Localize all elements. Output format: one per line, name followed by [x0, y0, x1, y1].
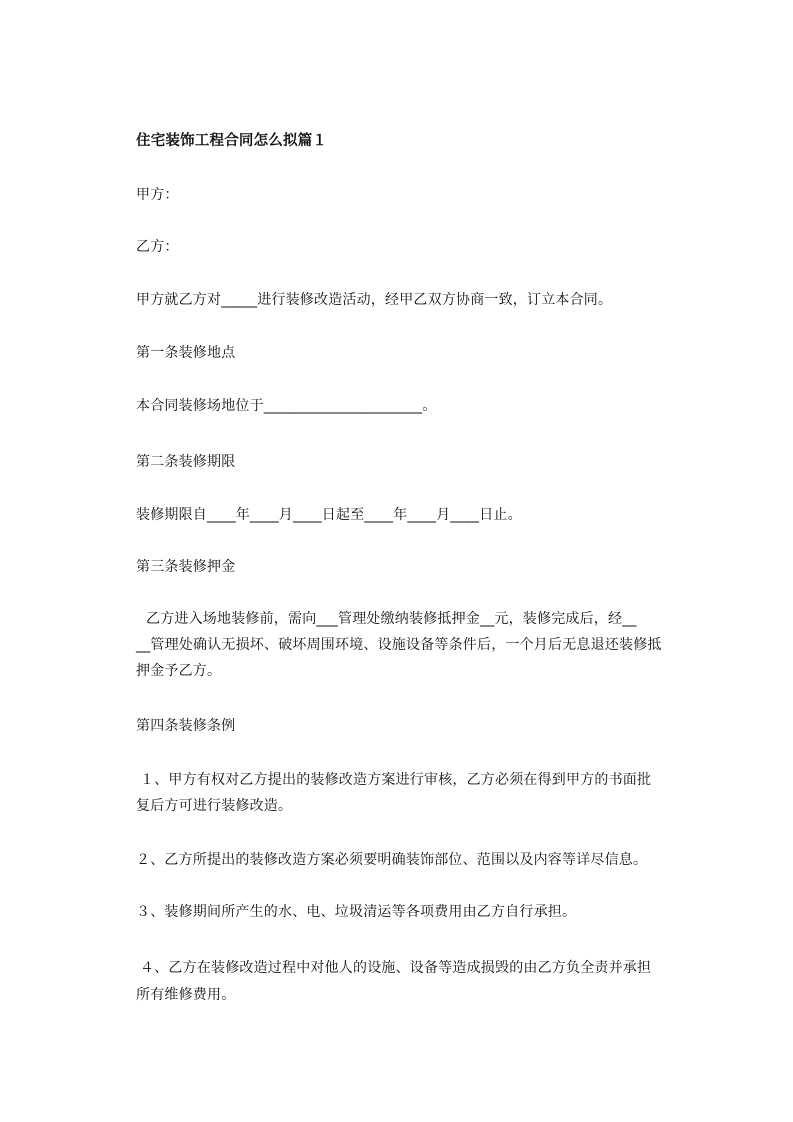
clause4-line2: 所有维修费用。	[136, 987, 236, 1003]
clause4-line1: ４、乙方在装修改造过程中对他人的设施、设备等造成损毁的由乙方负全责并承担	[140, 960, 652, 976]
clause3-text: ３、装修期间所产生的水、电、垃圾清运等各项费用由乙方自行承担。	[136, 904, 577, 920]
intro-paragraph: 甲方就乙方对_____进行装修改造活动，经甲乙双方协商一致，订立本合同。	[136, 292, 613, 308]
article1-text: 本合同装修场地位于______________________。	[136, 398, 437, 414]
article3-text-line3: 押金予乙方。	[136, 663, 222, 679]
article1-heading: 第一条装修地点	[136, 345, 236, 361]
document-title: 住宅装饰工程合同怎么拟篇１	[136, 133, 328, 149]
clause2-text: ２、乙方所提出的装修改造方案必须要明确装饰部位、范围以及内容等详尽信息。	[136, 852, 648, 868]
article3-heading: 第三条装修押金	[136, 559, 236, 575]
clause1-line1: １、甲方有权对乙方提出的装修改造方案进行审核，乙方必须在得到甲方的书面批	[140, 772, 652, 788]
party-a-label: 甲方：	[136, 187, 179, 203]
article4-heading: 第四条装修条例	[136, 718, 236, 734]
party-b-label: 乙方：	[136, 239, 179, 255]
clause1-line2: 复后方可进行装修改造。	[136, 798, 293, 814]
article2-heading: 第二条装修期限	[136, 454, 236, 470]
article3-text-line1: 乙方进入场地装修前，需向___管理处缴纳装修抵押金__元，装修完成后，经__	[146, 611, 637, 627]
article2-text: 装修期限自____年____月____日起至____年____月____日止。	[136, 507, 522, 523]
article3-text-line2: __管理处确认无损坏、破坏周围环境、设施设备等条件后，一个月后无息退还装修抵	[136, 637, 662, 653]
